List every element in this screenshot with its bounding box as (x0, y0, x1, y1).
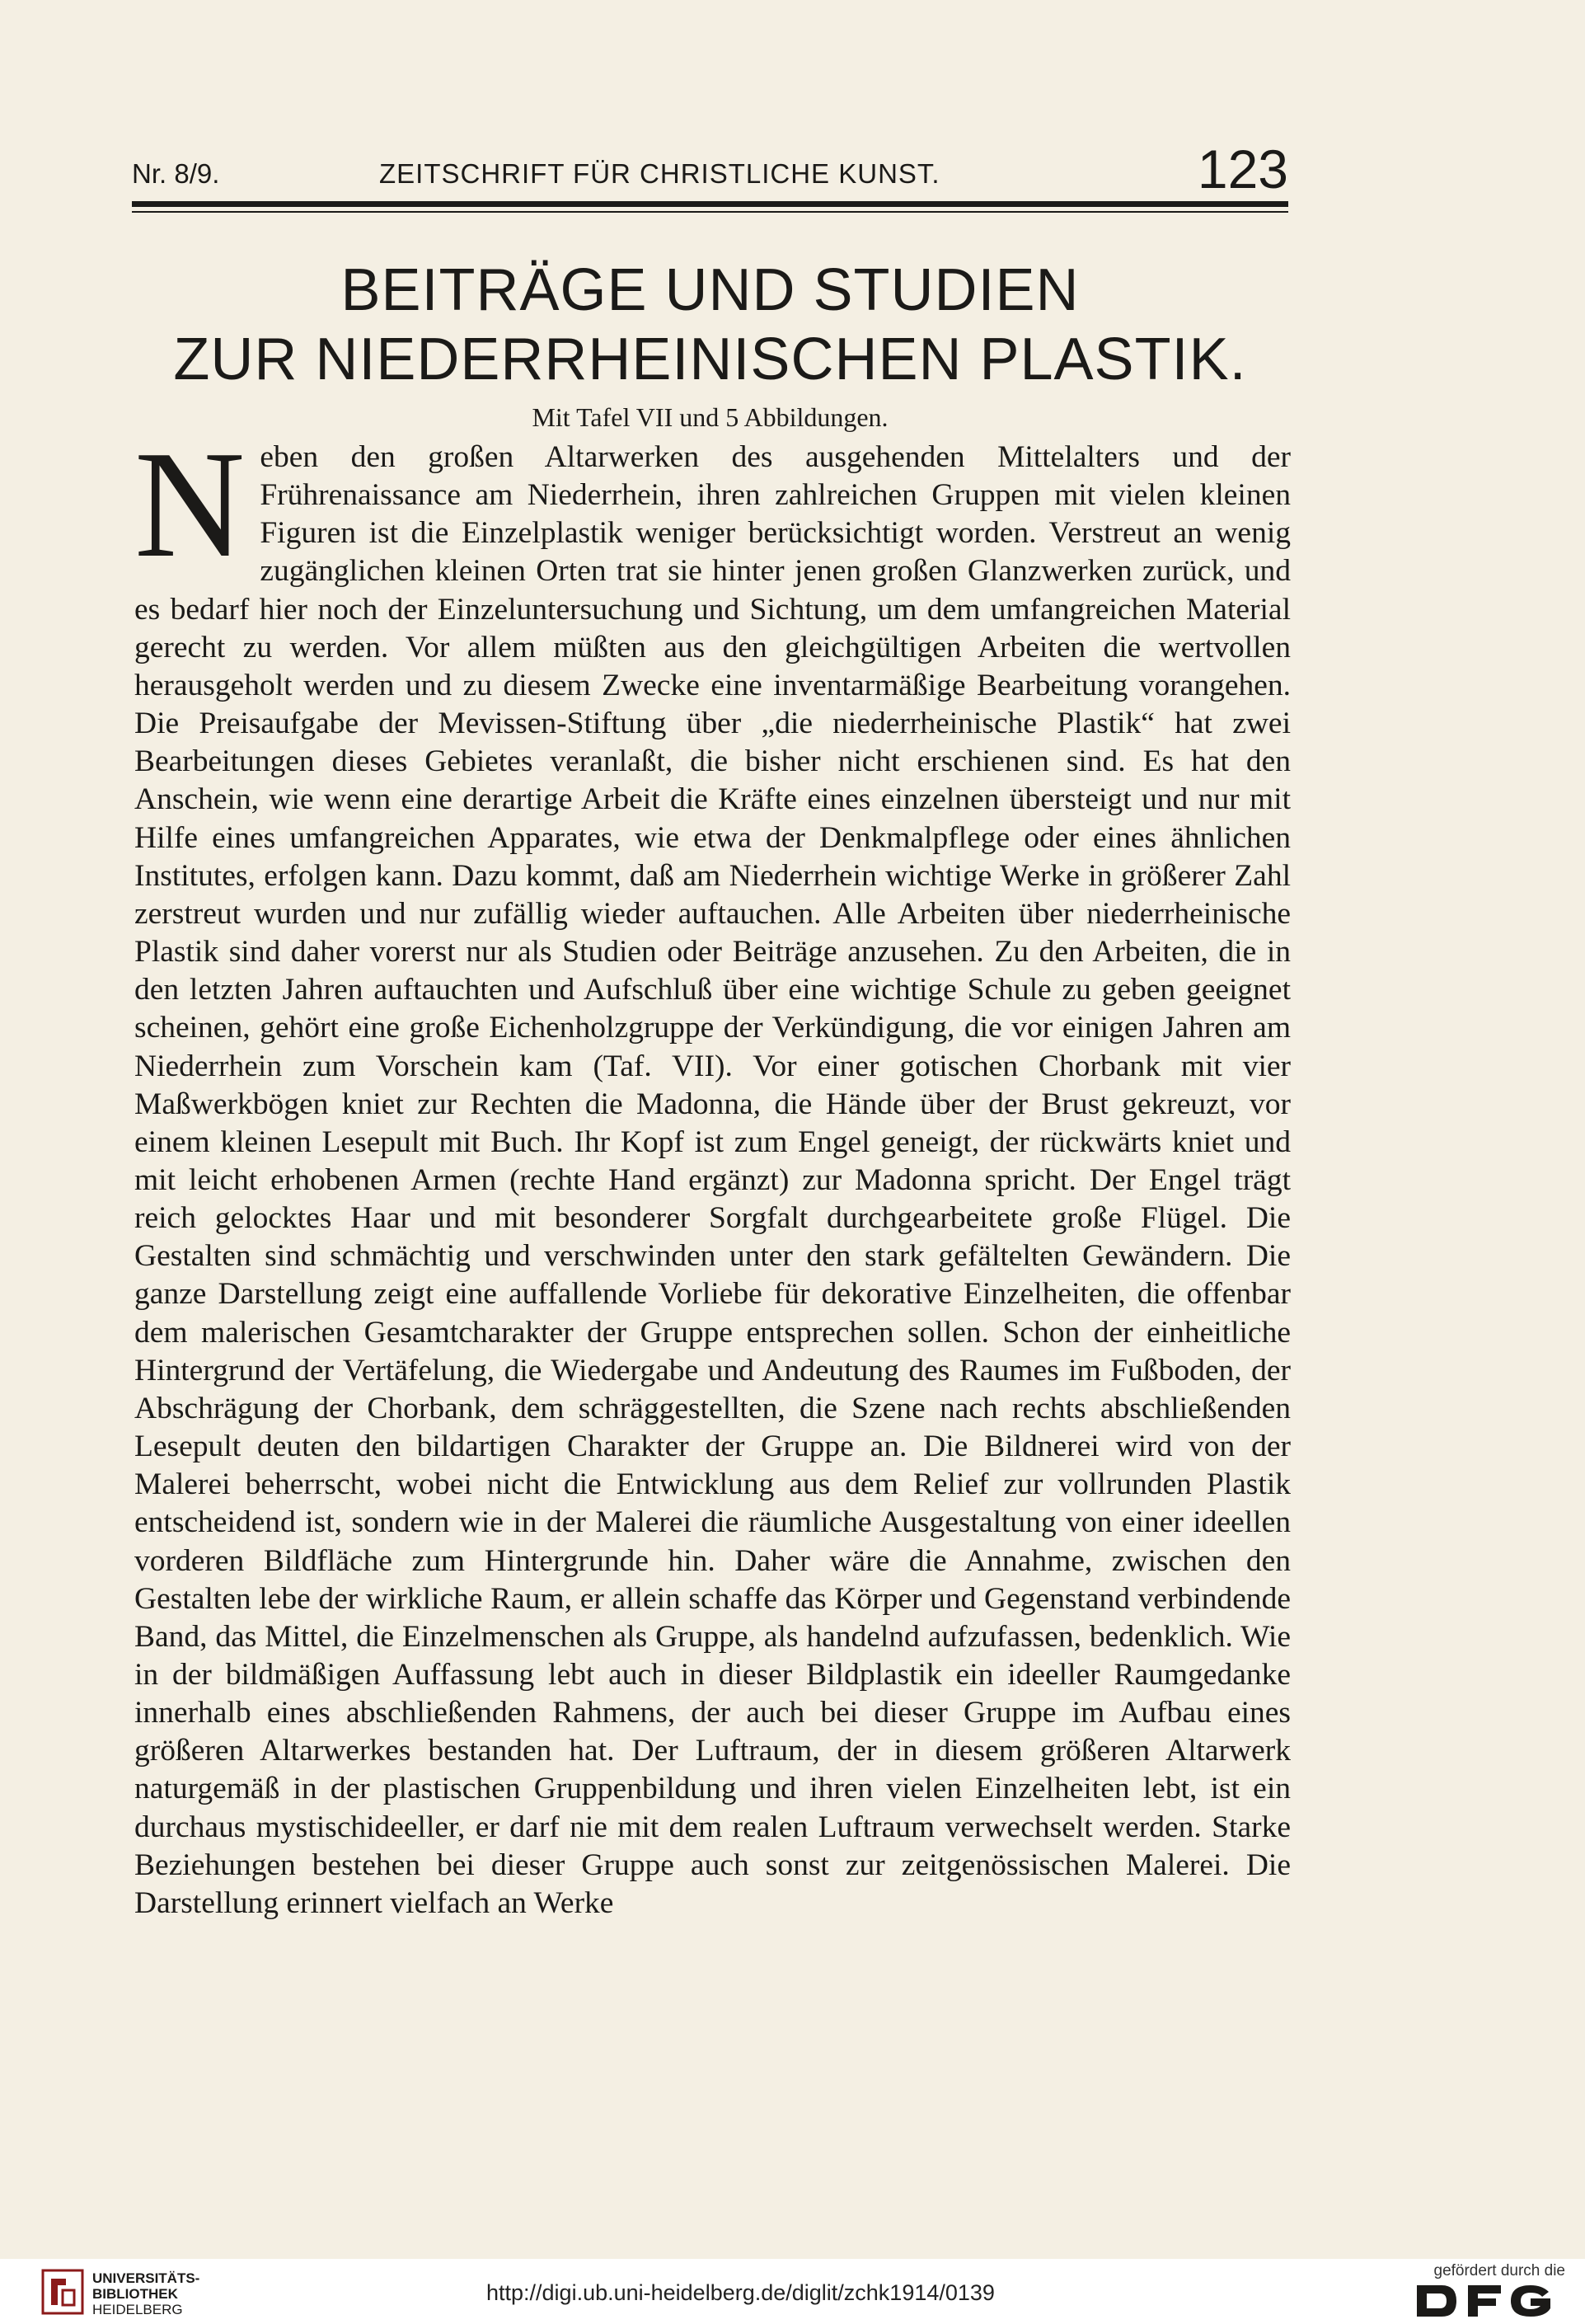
article-title-line1: BEITRÄGE UND STUDIEN (340, 257, 1080, 323)
library-name-line3: HEIDELBERG (92, 2302, 183, 2317)
running-header (132, 140, 1288, 198)
header-rule-thick (132, 201, 1288, 207)
library-name-line1: UNIVERSITÄTS- (92, 2270, 200, 2286)
funded-by-label: gefördert durch die (1433, 2262, 1565, 2279)
article-title-line2: ZUR NIEDERRHEINISCHEN PLASTIK. (173, 326, 1247, 392)
dfg-logo-icon (1409, 2280, 1565, 2322)
article-body (134, 420, 1291, 1923)
issue-number: Nr. 8/9. (132, 158, 220, 189)
drop-cap: N (134, 420, 246, 589)
library-name-line2: BIBLIOTHEK (92, 2286, 178, 2302)
header-rule-thin (132, 211, 1288, 213)
body-paragraph: eben den großen Altarwerken des ausgehenden Mittelalters und der Frührenaissance am Niederrhein, ihren zahlreichen Gruppen mit vielen kleinen Figuren ist die Einzelplastik weniger berücksichtigt worden. Verstreut an wenig zugänglichen kleinen Orten trat sie hinter jenen großen Glanzwerken zurück, und es bedarf hier noch der Einzeluntersuchung und Sichtung, um dem umfangreichen Material gerecht zu werden. Vor allem müßten aus den gleichgültigen Arbeiten die wertvollen herausgeholt werden und zu diesem Zwecke eine inventarmäßige Bearbeitung vorangehen. Die Preisaufgabe der Mevissen-Stiftung über „die niederrheinische Plastik“ hat zwei Bearbeitungen dieses Gebietes veranlaßt, die bisher nicht erschienen sind. Es hat den Anschein, wie wenn eine derartige Arbeit die Kräfte eines einzelnen übersteigt und nur mit Hilfe eines umfangreichen Apparates, wie etwa der Denkmalpflege oder eines ähnlichen Institutes, erfolgen kann. Dazu kommt, daß am Niederrhein wichtige Werke in größerer Zahl zerstreut wurden und nur zufällig wieder auftauchen. Alle Arbeiten über niederrheinische Plastik sind daher vorerst nur als Studien oder Beiträge anzusehen. Zu den Arbeiten, die in den letzten Jahren auftauchten und Aufschluß über eine wichtige Schule zu geben geeignet scheinen, gehört eine große Eichenholzgruppe der Verkündigung, die vor einigen Jahren am Niederrhein zum Vorschein kam (Taf. VII). Vor einer gotischen Chorbank mit vier Maßwerkbögen kniet zur Rechten die Madonna, die Hände über der Brust gekreuzt, vor einem kleinen Lesepult mit Buch. Ihr Kopf ist zum Engel geneigt, der rückwärts kniet und mit leicht erhobenen Armen (rechte Hand ergänzt) zur Madonna spricht. Der Engel trägt reich gelocktes Haar und mit besonderer Sorgfalt durchgearbeitete große Flügel. Die Gestalten sind schmächtig und verschwinden unter den stark gefältelten Gewändern. Die ganze Darstellung zeigt eine auffallende Vorliebe für dekorative Einzelheiten, die offenbar dem malerischen Gesamtcharakter der Gruppe entsprechen sollen. Schon der einheitliche Hintergrund der Vertäfelung, die Wiedergabe und Andeutung des Raumes im Fußboden, der Abschrägung der Chorbank, dem schräggestellten, die Szene nach rechts abschließenden Lesepult deuten den bildartigen Charakter der Gruppe an. Die Bildnerei wird von der Malerei beherrscht, wobei nicht die Entwicklung aus dem Relief zur vollrunden Plastik entscheidend ist, sondern wie in der Malerei die räumliche Ausgestaltung von einer ideellen vorderen Bildfläche zum Hintergrunde hin. Daher wäre die Annahme, zwischen den Gestalten lebe der wirkliche Raum, er allein schaffe das Körper und Gegenstand verbindende Band, das Mittel, die Einzelmenschen als Gruppe, als handelnd aufzufassen, bedenklich. Wie in der bildmäßigen Auffassung lebt auch in dieser Bildplastik ein ideeller Raumgedanke innerhalb eines abschließenden Rahmens, der auch bei dieser Gruppe im Aufbau eines größeren Altarwerkes bestanden hat. Der Luftraum, der in diesem größeren Altarwerk naturgemäß in der plastischen Gruppenbildung und ihren vielen Einzelheiten lebt, ist ein durchaus mystischideeller, er darf nie mit dem realen Luftraum verwechselt werden. Starke Beziehungen bestehen bei dieser Gruppe auch sonst zur zeitgenössischen Malerei. Die Darstellung erinnert vielfach an Werke (134, 440, 1291, 1920)
journal-title: ZEITSCHRIFT FÜR CHRISTLICHE KUNST. (379, 158, 940, 189)
permalink[interactable]: http://digi.ub.uni-heidelberg.de/diglit/zchk1914/0139 (486, 2280, 995, 2305)
library-logo-icon (41, 2269, 84, 2315)
library-name (92, 2270, 199, 2317)
digitization-footer (0, 2259, 1585, 2324)
article-subtitle: Mit Tafel VII und 5 Abbildungen. (532, 402, 889, 432)
page-number: 123 (1197, 139, 1288, 200)
